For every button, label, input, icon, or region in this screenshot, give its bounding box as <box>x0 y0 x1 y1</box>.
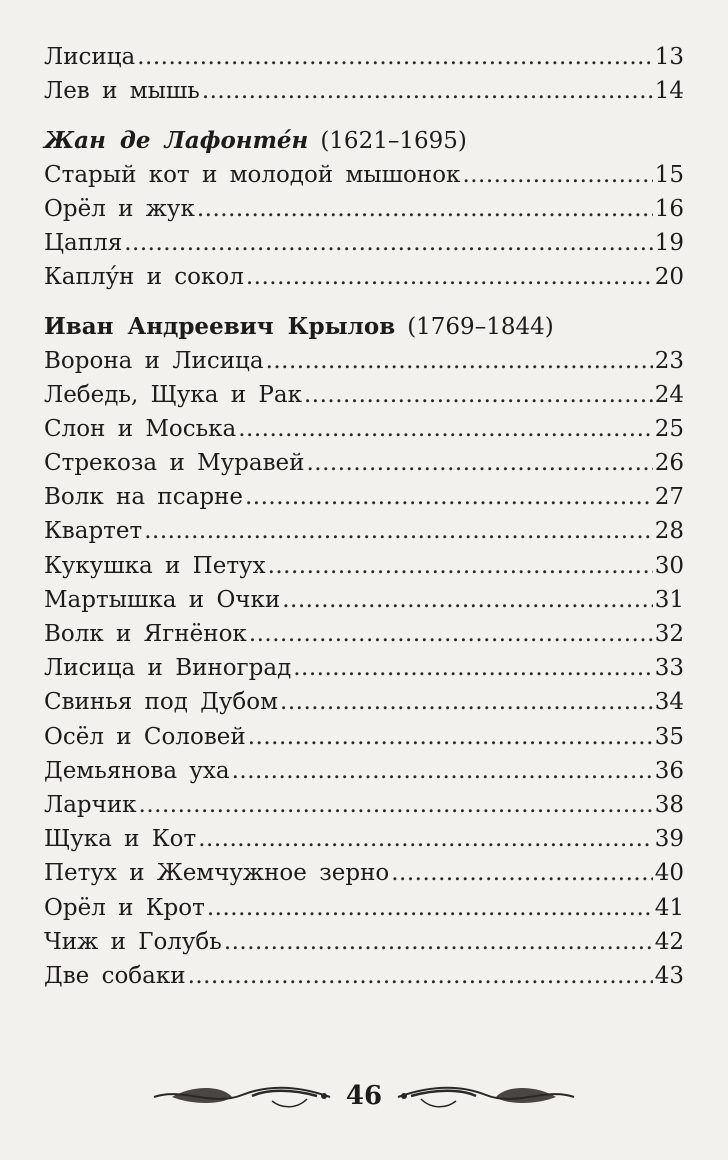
ornament-right-icon <box>396 1081 576 1111</box>
dot-leader <box>207 895 653 921</box>
toc-entry <box>44 196 684 230</box>
dot-leader <box>139 792 653 818</box>
dot-leader <box>266 348 653 374</box>
toc-entry <box>44 758 684 792</box>
toc-entry <box>44 450 684 484</box>
toc-entry-title: Волк и Ягнёнок <box>44 621 247 647</box>
table-of-contents <box>44 44 684 997</box>
toc-entry <box>44 860 684 894</box>
toc-entry-title: Каплу́н и сокол <box>44 264 244 291</box>
dot-leader <box>268 553 653 579</box>
toc-entry-page: 34 <box>654 689 684 716</box>
dot-leader <box>246 264 653 290</box>
toc-entry-title: Слон и Моська <box>44 415 237 442</box>
toc-entry-title: Лебедь, Щука и Рак <box>44 381 302 408</box>
toc-entry-page: 28 <box>654 518 684 545</box>
toc-entry-page: 41 <box>654 894 684 921</box>
dot-leader <box>245 484 653 510</box>
toc-entry-title: Петух и Жемчужное зерно <box>44 860 390 887</box>
toc-entry <box>44 553 684 587</box>
ornament-left-icon <box>152 1081 332 1111</box>
toc-entry-title: Цапля <box>44 229 123 256</box>
author-name: Жан де Лафонте́н <box>44 127 309 155</box>
toc-entry-title: Демьянова уха <box>44 757 230 784</box>
toc-entry <box>44 655 684 689</box>
toc-entry-page: 36 <box>654 757 684 784</box>
author-years: (1769–1844) <box>407 314 554 341</box>
toc-entry-title: Орёл и Крот <box>44 894 205 921</box>
dot-leader <box>224 929 653 955</box>
toc-entry-title: Орёл и жук <box>44 195 195 222</box>
toc-entry-page: 31 <box>654 586 684 613</box>
toc-entry <box>44 348 684 382</box>
toc-entry-page: 23 <box>654 347 684 374</box>
dot-leader <box>202 78 653 104</box>
toc-entry-page: 15 <box>654 161 684 188</box>
toc-entry-title: Две собаки <box>44 962 186 989</box>
toc-entry-title: Волк на псарне <box>44 484 243 511</box>
dot-leader <box>232 758 653 784</box>
author-heading <box>44 127 684 161</box>
toc-entry <box>44 44 684 78</box>
toc-entry-title: Старый кот и молодой мышонок <box>44 161 461 188</box>
toc-entry <box>44 929 684 963</box>
toc-entry-page: 25 <box>654 415 684 442</box>
toc-entry-title: Осёл и Соловей <box>44 723 246 750</box>
toc-entry <box>44 689 684 723</box>
toc-entry-page: 19 <box>654 229 684 256</box>
toc-entry-page: 27 <box>654 484 684 511</box>
toc-entry <box>44 587 684 621</box>
page-footer <box>0 1076 728 1116</box>
author-name: Иван Андреевич Крылов <box>44 313 396 341</box>
toc-entry-page: 20 <box>654 264 684 291</box>
toc-entry-page: 14 <box>654 78 684 105</box>
dot-leader <box>282 587 653 613</box>
toc-entry <box>44 382 684 416</box>
toc-entry <box>44 162 684 196</box>
toc-entry <box>44 895 684 929</box>
toc-entry <box>44 416 684 450</box>
toc-entry-title: Щука и Кот <box>44 826 197 853</box>
dot-leader <box>198 826 653 852</box>
toc-entry-page: 13 <box>654 44 684 70</box>
toc-entry-title: Кукушка и Петух <box>44 552 266 579</box>
dot-leader <box>280 689 653 715</box>
dot-leader <box>248 724 653 750</box>
toc-entry-title: Лисица и Виноград <box>44 655 292 682</box>
toc-entry <box>44 230 684 264</box>
page-number: 46 <box>345 1081 383 1111</box>
dot-leader <box>249 621 653 647</box>
toc-entry-title: Лев и мышь <box>44 78 200 105</box>
dot-leader <box>238 416 652 442</box>
toc-entry-title: Мартышка и Очки <box>44 586 281 613</box>
toc-entry-title: Ворона и Лисица <box>44 347 264 374</box>
toc-entry-page: 38 <box>654 791 684 818</box>
toc-entry-title: Ларчик <box>44 791 137 818</box>
toc-entry-page: 43 <box>654 962 684 989</box>
toc-entry-title: Стрекоза и Муравей <box>44 450 305 477</box>
author-heading <box>44 313 684 347</box>
toc-entry <box>44 724 684 758</box>
toc-entry-page: 24 <box>654 381 684 408</box>
toc-entry <box>44 518 684 552</box>
toc-entry-page: 26 <box>654 450 684 477</box>
dot-leader <box>307 450 653 476</box>
dot-leader <box>304 382 653 408</box>
dot-leader <box>462 162 652 188</box>
dot-leader <box>197 196 653 222</box>
dot-leader <box>391 860 652 886</box>
toc-entry-page: 42 <box>654 928 684 955</box>
dot-leader <box>188 963 653 989</box>
toc-entry-page: 30 <box>654 552 684 579</box>
toc-entry <box>44 792 684 826</box>
toc-entry-page: 40 <box>654 860 684 887</box>
toc-entry-page: 16 <box>654 195 684 222</box>
author-years: (1621–1695) <box>320 128 467 155</box>
toc-entry <box>44 78 684 112</box>
dot-leader <box>293 655 652 681</box>
toc-entry <box>44 826 684 860</box>
toc-entry <box>44 484 684 518</box>
toc-entry-title: Квартет <box>44 518 143 545</box>
dot-leader <box>144 518 652 544</box>
toc-entry <box>44 963 684 997</box>
toc-entry-page: 39 <box>654 826 684 853</box>
toc-entry-title: Чиж и Голубь <box>44 928 222 955</box>
dot-leader <box>124 230 652 256</box>
dot-leader <box>137 44 652 70</box>
toc-entry-title: Лисица <box>44 44 136 70</box>
toc-entry <box>44 621 684 655</box>
toc-entry-page: 32 <box>654 621 684 647</box>
toc-entry-page: 35 <box>654 723 684 750</box>
toc-entry <box>44 264 684 298</box>
toc-entry-title: Свинья под Дубом <box>44 689 279 716</box>
toc-entry-page: 33 <box>654 655 684 682</box>
